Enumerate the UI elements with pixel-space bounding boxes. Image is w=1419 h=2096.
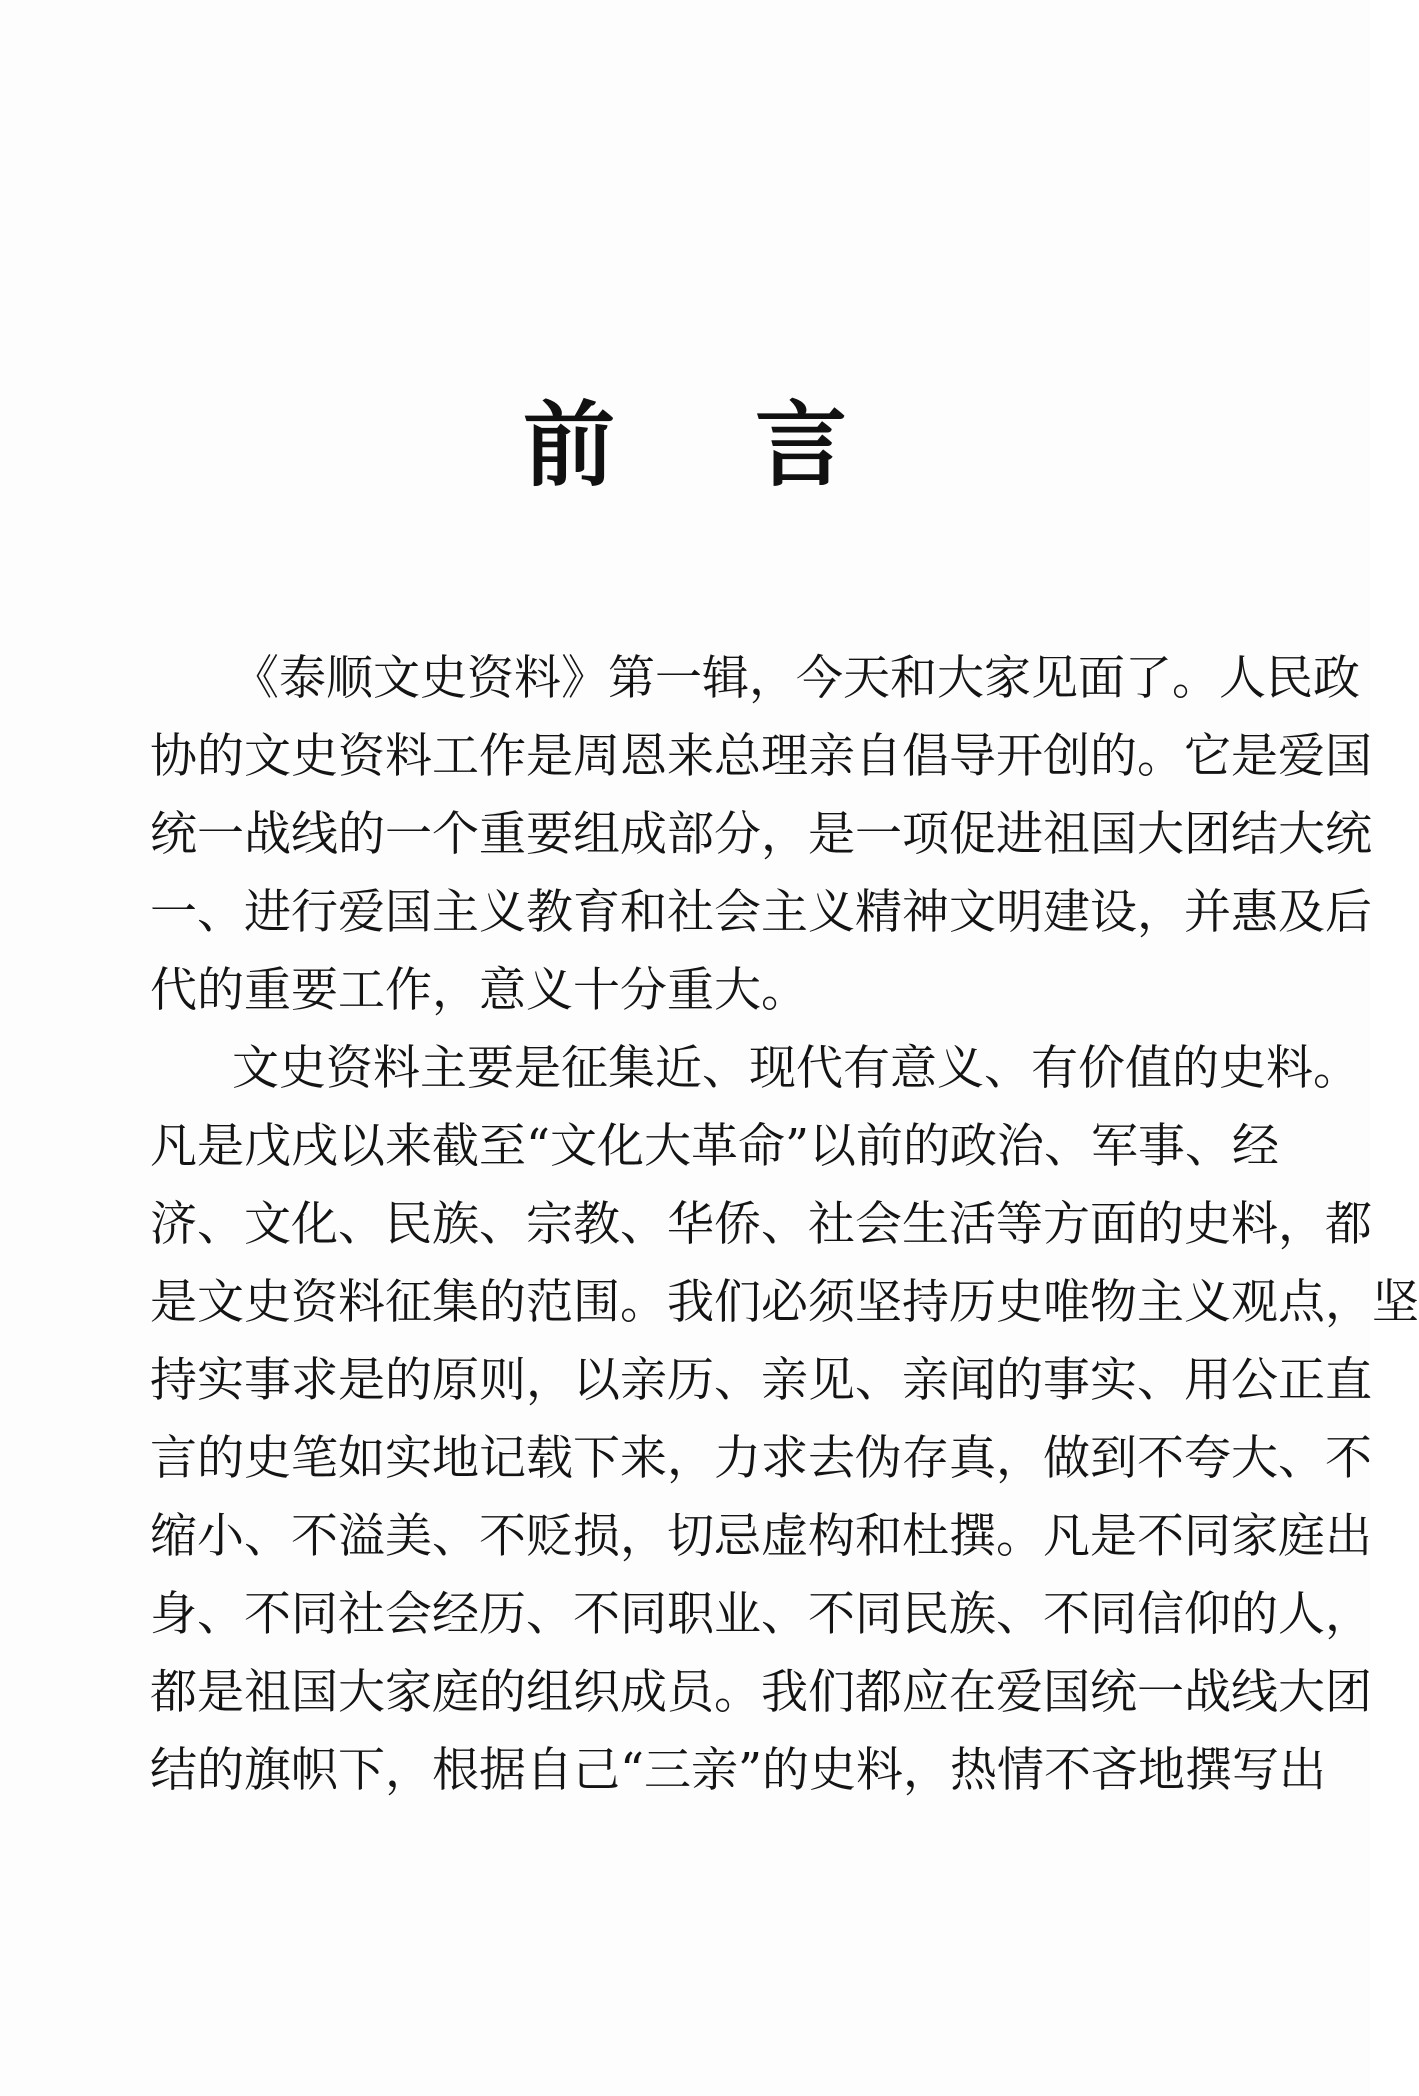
- text-line: 身、不同社会经历、不同职业、不同民族、不同信仰的人，: [150, 1587, 1372, 1642]
- page-title: [0, 372, 1370, 504]
- text-line: 代的重要工作，意义十分重大。: [150, 963, 808, 1018]
- body-text: [150, 640, 1419, 1810]
- text-line: 凡是戊戌以来截至“文化大革命”以前的政治、军事、经: [150, 1119, 1280, 1174]
- text-line: 言的史笔如实地记载下来，力求去伪存真，做到不夸大、不: [150, 1431, 1372, 1486]
- text-line: 《泰顺文史资料》第一辑，今天和大家见面了。人民政: [232, 651, 1360, 706]
- text-line: 济、文化、民族、宗教、华侨、社会生活等方面的史料，都: [150, 1197, 1372, 1252]
- text-line: 结的旗帜下，根据自己“三亲”的史料，热情不吝地撰写出: [150, 1743, 1327, 1798]
- text-line: 都是祖国大家庭的组织成员。我们都应在爱国统一战线大团: [150, 1665, 1372, 1720]
- text-line: 持实事求是的原则，以亲历、亲见、亲闻的事实、用公正直: [150, 1353, 1372, 1408]
- text-line: 缩小、不溢美、不贬损，切忌虚构和杜撰。凡是不同家庭出: [150, 1509, 1372, 1564]
- text-line: 文史资料主要是征集近、现代有意义、有价值的史料。: [232, 1041, 1360, 1096]
- text-line: 一、进行爱国主义教育和社会主义精神文明建设，并惠及后: [150, 885, 1372, 940]
- text-line: 是文史资料征集的范围。我们必须坚持历史唯物主义观点，坚: [150, 1275, 1419, 1330]
- title-char: 言: [755, 391, 848, 499]
- text-line: 统一战线的一个重要组成部分，是一项促进祖国大团结大统: [150, 807, 1372, 862]
- text-line: 协的文史资料工作是周恩来总理亲自倡导开创的。它是爱国: [150, 729, 1372, 784]
- title-char: 前: [522, 391, 615, 499]
